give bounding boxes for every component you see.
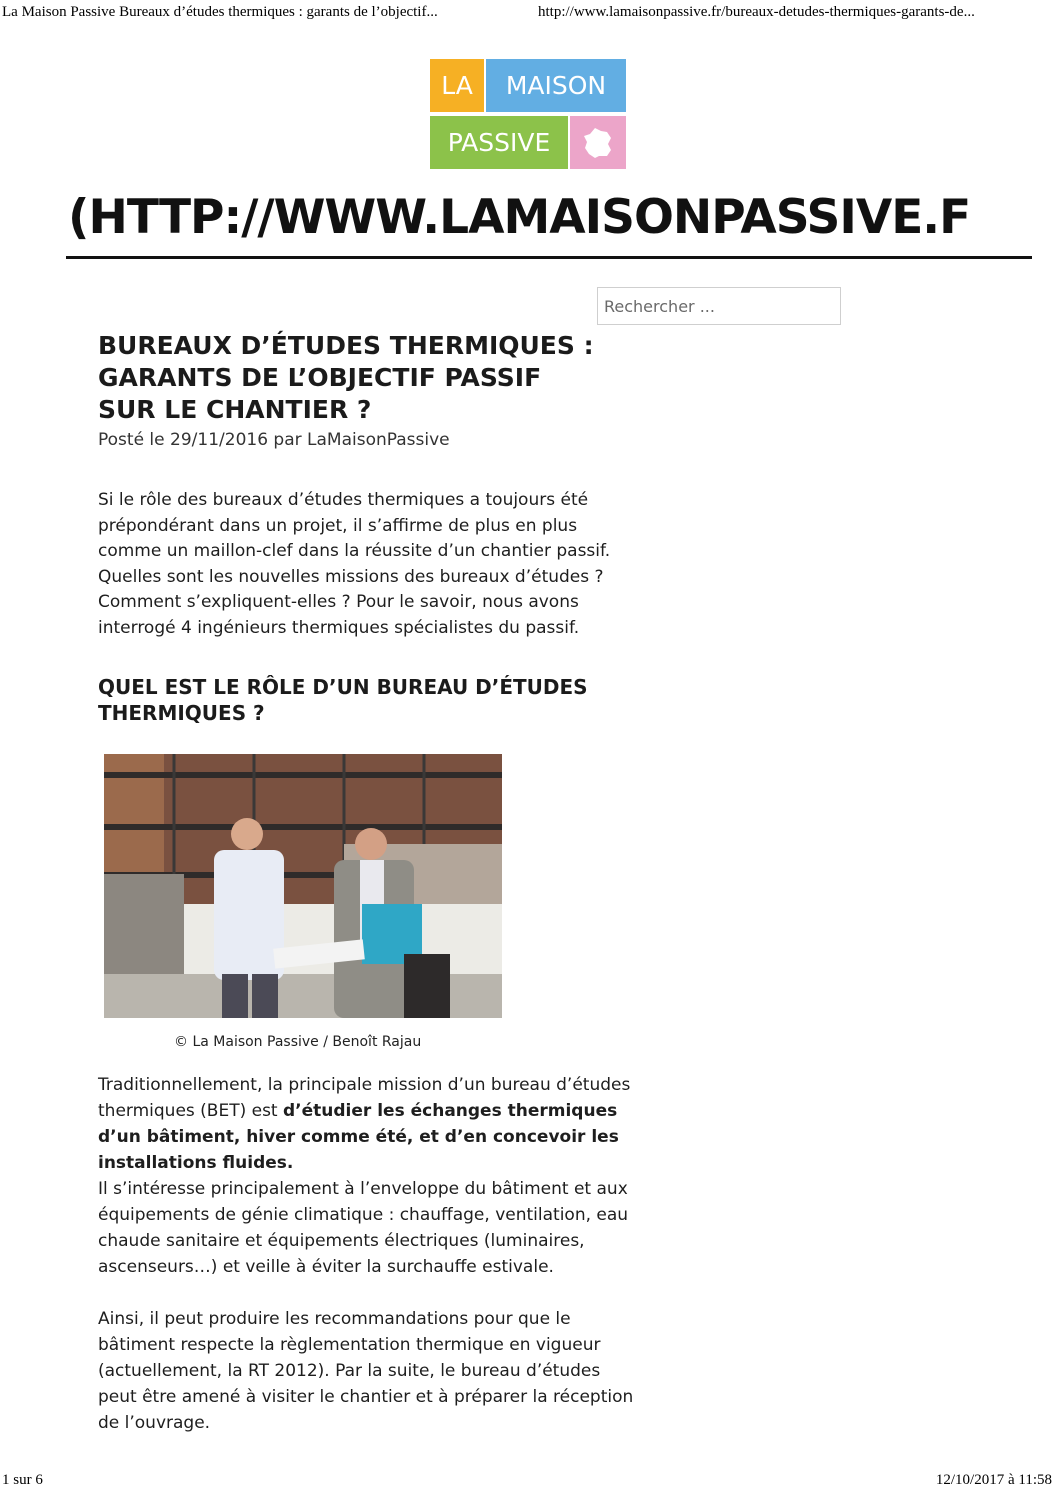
- logo-la: LA: [430, 59, 484, 112]
- france-map-icon: [570, 116, 626, 169]
- print-datetime: 12/10/2017 à 11:58: [935, 1472, 1052, 1488]
- photo-caption: © La Maison Passive / Benoît Rajau: [174, 1034, 422, 1050]
- paragraph: [98, 1072, 638, 1280]
- post-intro: Si le rôle des bureaux d’études thermiques a toujours été prépondérant dans un projet, il s’affirme de plus en plus comme un maillon-clef dans la réussite d’un chantier passif. Quelles sont les nouvelles missions des bureaux d’études ? Comment s’expliquent-elles ? Pour le savoir, nous avons interrogé 4 ingénieurs thermiques spécialistes du passif.: [98, 490, 611, 638]
- header-divider: [66, 256, 1032, 259]
- paragraph-text: Il s’intéresse principalement à l’enveloppe du bâtiment et aux équipements de génie climatique : chauffage, ventilation, eau chaude sanitaire et équipements électriques (luminaires, ascenseurs…) et veille à éviter la surchauffe estivale.: [98, 1179, 629, 1277]
- paragraph: Ainsi, il peut produire les recommandations pour que le bâtiment respecte la règlementation thermique en vigueur (actuellement, la RT 2012). Par la suite, le bureau d’études peut être amené à visiter le chantier et à préparer la réception de l’ouvrage.: [98, 1309, 634, 1433]
- post-title: [98, 330, 638, 426]
- article-photo: [104, 754, 502, 1018]
- paragraph-emphasis: d’étudier les échanges thermiques d’un bâtiment, hiver comme été, et d’en concevoir les installations fluides.: [98, 1101, 619, 1173]
- site-logo[interactable]: [430, 59, 626, 169]
- post-title-line: BUREAUX D’ÉTUDES THERMIQUES :: [98, 331, 594, 360]
- site-home-link[interactable]: (HTTP://WWW.LAMAISONPASSIVE.F: [68, 190, 971, 245]
- author-link[interactable]: LaMaisonPassive: [307, 430, 450, 450]
- print-header-url: http://www.lamaisonpassive.fr/bureaux-detudes-thermiques-garants-de...: [538, 4, 975, 20]
- section-heading: QUEL EST LE RÔLE D’UN BUREAU D’ÉTUDES THERMIQUES ?: [98, 675, 588, 725]
- post-meta: [98, 430, 638, 450]
- post-date-link[interactable]: 29/11/2016: [170, 430, 269, 450]
- print-page-number: 1 sur 6: [2, 1472, 43, 1488]
- print-header-title: La Maison Passive Bureaux d’études thermiques : garants de l’objectif...: [2, 4, 438, 20]
- print-header: [0, 4, 1058, 26]
- meta-by: par: [273, 430, 302, 450]
- paragraph-text: Traditionnellement, la principale mission d’un bureau d’études thermiques (BET) est: [98, 1075, 631, 1121]
- logo-passive: PASSIVE: [430, 116, 568, 169]
- search-input[interactable]: [597, 287, 841, 325]
- post-title-line: SUR LE CHANTIER ?: [98, 395, 372, 424]
- meta-prefix: Posté le: [98, 430, 165, 450]
- post-title-line: GARANTS DE L’OBJECTIF PASSIF: [98, 363, 542, 392]
- logo-maison: MAISON: [486, 59, 626, 112]
